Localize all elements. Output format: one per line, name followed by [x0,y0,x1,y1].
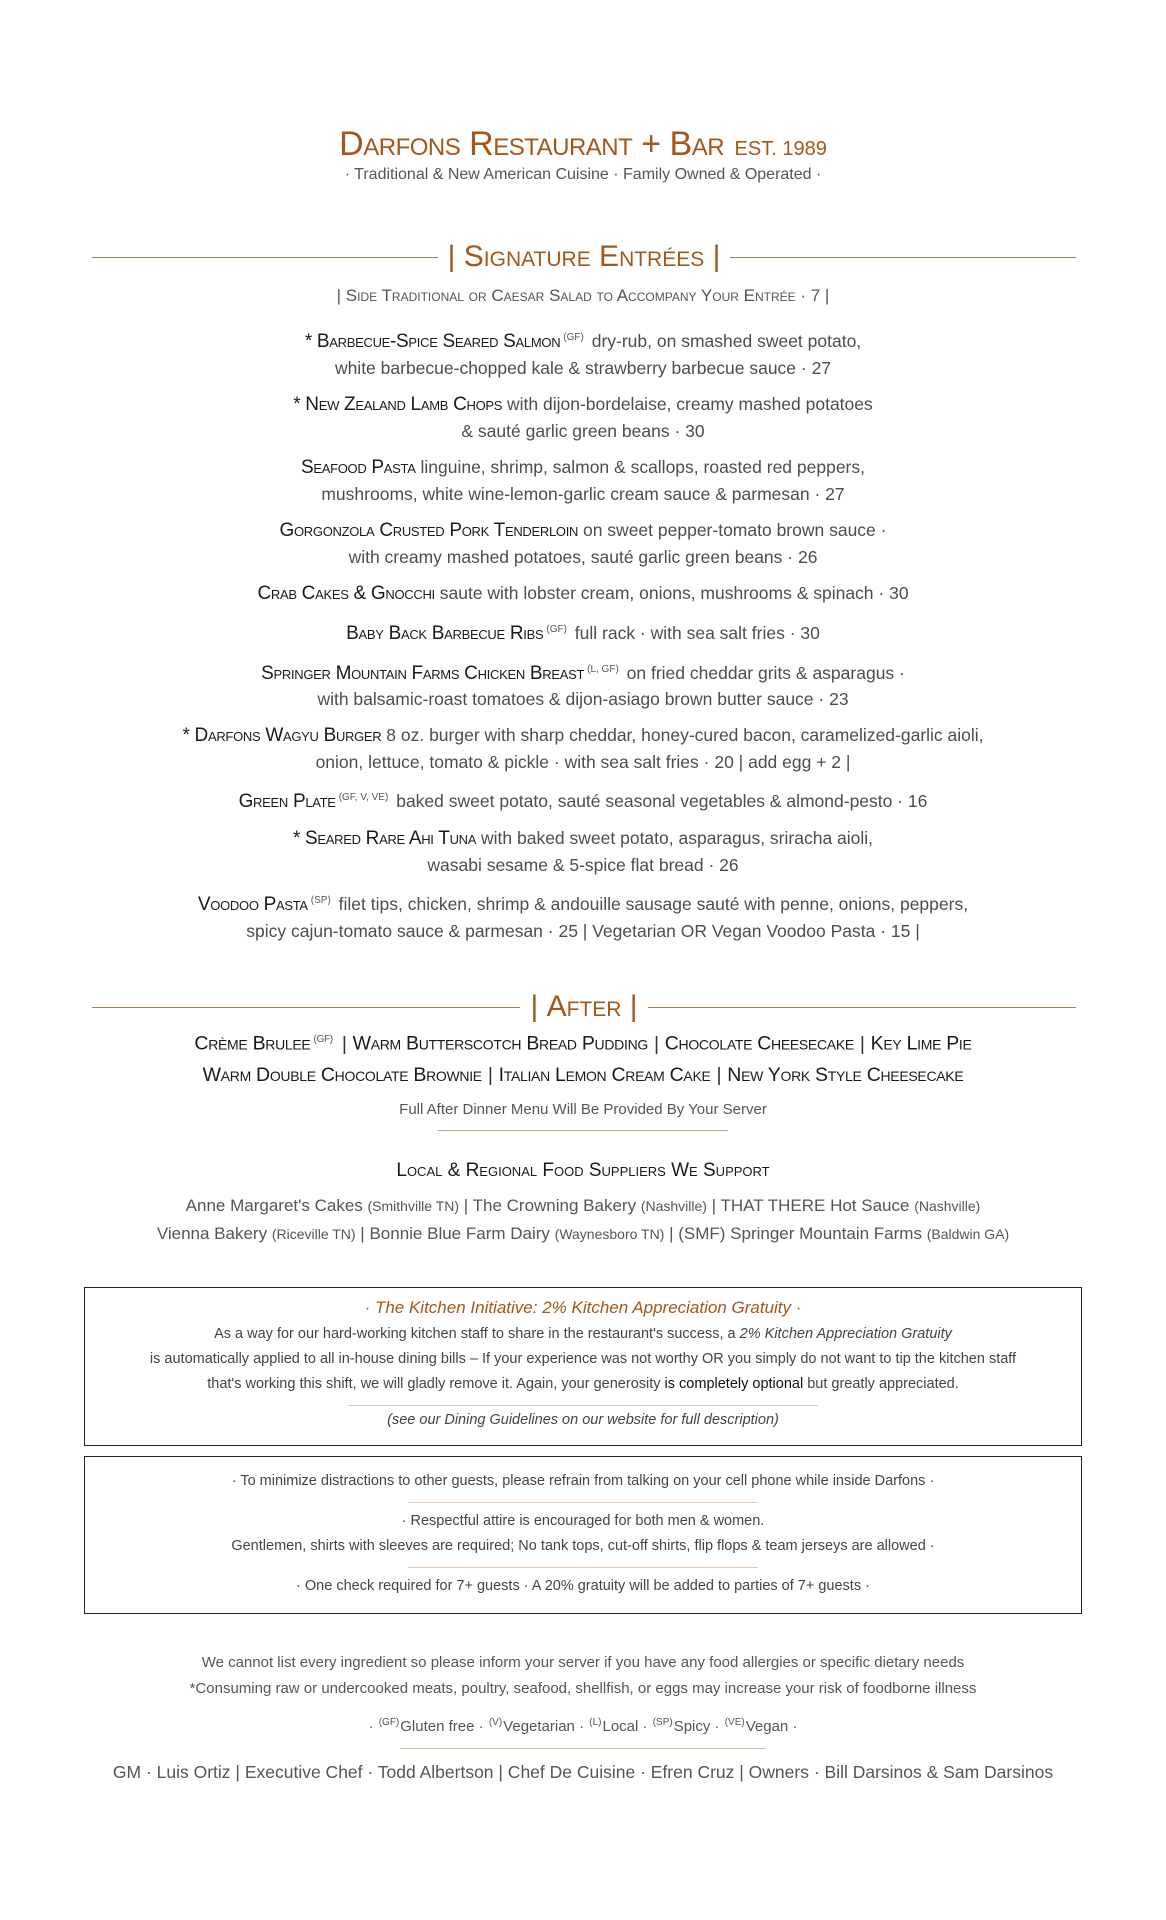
legend-tag: (GF) [378,1717,400,1728]
entree-name: Baby Back Barbecue Ribs [346,622,544,644]
entree-description-cont: mushrooms, white wine-lemon-garlic cream sauce & parmesan · 27 [321,483,845,504]
entree-name: * Seared Rare Ahi Tuna [292,828,477,850]
restaurant-header [0,125,1166,164]
after-title: After [546,990,622,1023]
supplier-name: Bonnie Blue Farm Dairy [369,1224,550,1243]
entree-item [0,825,1166,878]
separator: | [653,1032,659,1055]
entree-name: Springer Mountain Farms Chicken Breast [261,662,585,684]
entree-description: on sweet pepper-tomato brown sauce · [582,519,887,540]
entree-description-cont: wasabi sesame & 5-spice flat bread · 26 [427,855,739,876]
attire-policy-2: Gentlemen, shirts with sleeves are required; No tank tops, cut-off shirts, flip flops & team jerseys are allowed · [231,1538,935,1554]
tagline: · Traditional & New American Cuisine · Family Owned & Operated · [344,166,822,183]
attire-policy-1: · Respectful attire is encouraged for both men & women. [401,1513,765,1529]
dessert-name: Warm Double Chocolate Brownie [202,1063,482,1086]
supplier-location: (Riceville TN) [271,1226,356,1242]
signature-title: Signature Entrées [463,240,705,273]
check-policy: · One check required for 7+ guests · A 20% gratuity will be added to parties of 7+ guests · [296,1578,870,1594]
dietary-tag: (L, GF) [587,663,619,675]
entree-item [0,325,1166,381]
entree-description: saute with lobster cream, onions, mushrooms & spinach · 30 [439,582,909,603]
suppliers-list [0,1192,1166,1248]
legend-label: Gluten free [400,1718,475,1735]
supplier-location: (Nashville) [914,1198,981,1214]
entree-description-cont: with creamy mashed potatoes, sauté garlic green beans · 26 [348,546,818,567]
entree-description: with baked sweet potato, asparagus, sriracha aioli, [481,828,874,849]
entree-description: full rack · with sea salt fries · 30 [574,622,820,643]
divider [400,1748,766,1749]
entree-name: Voodoo Pasta [197,894,308,916]
dietary-tag: (GF, V, VE) [338,792,389,804]
entree-item [0,580,1166,607]
allergy-note: We cannot list every ingredient so please inform your server if you have any food allergies or specific dietary needs [201,1654,965,1671]
entree-name: Crab Cakes & Gnocchi [257,582,435,604]
legend-label: Local [602,1718,639,1735]
separator: | [716,1063,722,1086]
restaurant-name: Darfons Restaurant + Bar [339,125,725,163]
supplier-name: Vienna Bakery [156,1224,268,1243]
dietary-tag: (GF) [563,332,584,343]
dessert-name: Warm Butterscotch Bread Pudding [352,1032,648,1055]
entree-description: 8 oz. burger with sharp cheddar, honey-cured bacon, caramelized-garlic aioli, [386,725,984,746]
entree-item [0,617,1166,647]
entree-description-cont: with balsamic-roast tomatoes & dijon-asiago brown butter sauce · 23 [317,689,849,710]
dessert-row [0,1060,1166,1091]
kitchen-text-1em: 2% Kitchen Appreciation Gratuity [739,1326,952,1342]
supplier-location: (Nashville) [640,1198,707,1214]
legend-tag: (SP) [652,1717,673,1728]
supplier-name: The Crowning Bakery [472,1196,637,1215]
kitchen-text-3b: is completely optional [664,1376,804,1392]
divider [408,1502,758,1503]
kitchen-text-1a: As a way for our hard-working kitchen staff to share in the restaurant's success, a [214,1326,736,1342]
separator: | [341,1032,347,1055]
kitchen-initiative-title: · The Kitchen Initiative: 2% Kitchen Appreciation Gratuity · [364,1298,802,1317]
separator: | [487,1063,493,1086]
entree-description: filet tips, chicken, shrimp & andouille sausage sauté with penne, onions, peppers, [338,894,969,915]
kitchen-text-2: is automatically applied to all in-house dining bills – If your experience was not worthy OR you simply do not want to tip the kitchen staff [149,1351,1017,1367]
suppliers-line: Vienna Bakery (Riceville TN) | Bonnie Blue Farm Dairy (Waynesboro TN) | (SMF) Springer Mountain Farms (Baldwin GA) [156,1224,1010,1243]
kitchen-initiative-box [84,1287,1082,1446]
entree-item [0,657,1166,713]
separator: | [859,1032,865,1055]
entree-list [0,325,1166,954]
suppliers-line: Anne Margaret's Cakes (Smithville TN) | The Crowning Bakery (Nashville) | THAT THERE Hot Sauce (Nashville) [185,1196,981,1215]
established-year: EST. 1989 [734,138,827,160]
divider [92,257,438,258]
dietary-tag: (GF) [313,1034,333,1045]
after-section-header: | After | [92,990,1076,1024]
entree-name: * New Zealand Lamb Chops [293,393,503,415]
supplier-location: (Waynesboro TN) [554,1226,665,1242]
entree-name: Gorgonzola Crusted Pork Tenderloin [279,519,579,541]
entree-description-cont: onion, lettuce, tomato & pickle · with sea salt fries · 20 | add egg + 2 | [315,752,851,773]
entree-item [0,391,1166,444]
entree-item [0,722,1166,775]
divider [92,1007,520,1008]
dining-policies-box [84,1456,1082,1614]
supplier-location: (Baldwin GA) [926,1226,1010,1242]
entree-description: baked sweet potato, sauté seasonal vegetables & almond-pesto · 16 [396,791,928,812]
legend-label: Vegetarian [503,1718,575,1735]
divider [730,257,1076,258]
divider [408,1567,758,1568]
dessert-row [0,1024,1166,1060]
divider [438,1130,728,1131]
entree-name: * Barbecue-Spice Seared Salmon [304,330,561,352]
entree-description-cont: & sauté garlic green beans · 30 [461,420,705,441]
dietary-tag: (GF) [546,623,567,635]
after-dinner-note: Full After Dinner Menu Will Be Provided By Your Server [399,1100,767,1118]
dessert-name: Italian Lemon Cream Cake [498,1063,711,1086]
phone-policy: · To minimize distractions to other guests, please refrain from talking on your cell phone while inside Darfons · [231,1473,935,1489]
dessert-name: Crème Brulee [194,1032,311,1055]
entree-name: Green Plate [238,791,336,813]
entree-item [0,517,1166,570]
dessert-name: New York Style Cheesecake [727,1063,964,1086]
dessert-name: Key Lime Pie [870,1032,972,1055]
suppliers-title: Local & Regional Food Suppliers We Support [396,1160,770,1181]
kitchen-footnote: (see our Dining Guidelines on our website for full description) [387,1412,779,1428]
kitchen-initiative-text [85,1322,1081,1397]
legend-tag: (VE) [724,1717,745,1728]
legend-label: Vegan [745,1718,789,1735]
side-salad-note: | Side Traditional or Caesar Salad to Accompany Your Entrée · 7 | [336,286,830,305]
raw-warning: *Consuming raw or undercooked meats, poultry, seafood, shellfish, or eggs may increase your risk of foodborne illness [189,1680,977,1697]
entree-item [0,888,1166,944]
supplier-name: Anne Margaret's Cakes [185,1196,363,1215]
legend-tag: (L) [589,1717,602,1728]
entree-description: with dijon-bordelaise, creamy mashed potatoes [507,393,873,414]
entree-description: linguine, shrimp, salmon & scallops, roasted red peppers, [420,456,866,477]
dietary-legend: · $^{(GF)}$Gluten free · $^{(V)}$Vegetarian · $^{(L)}$Local · $^{(SP)}$Spicy · $^{(VE)}$Vegan · [368,1717,798,1735]
legend-tag: (V) [488,1717,503,1728]
dessert-name: Chocolate Cheesecake [664,1032,854,1055]
entree-name: Seafood Pasta [300,456,416,478]
kitchen-text-3a: that's working this shift, we will gladly remove it. Again, your generosity [207,1376,661,1392]
signature-section-header: | Signature Entrées | [92,240,1076,274]
entree-description: dry-rub, on smashed sweet potato, [591,330,862,351]
entree-item [0,785,1166,815]
entree-name: * Darfons Wagyu Burger [182,725,382,747]
dessert-list [0,1024,1166,1131]
entree-description-cont: spicy cajun-tomato sauce & parmesan · 25 | Vegetarian OR Vegan Voodoo Pasta · 15 | [246,921,920,942]
legend-label: Spicy [673,1718,711,1735]
dietary-tag: (SP) [310,895,331,907]
entree-item [0,454,1166,507]
supplier-location: (Smithville TN) [367,1198,460,1214]
divider [648,1007,1076,1008]
entree-description: on fried cheddar grits & asparagus · [626,662,905,683]
kitchen-text-3c: but greatly appreciated. [807,1376,959,1392]
divider [348,1405,818,1406]
supplier-name: (SMF) Springer Mountain Farms [678,1224,922,1243]
staff-credits: GM · Luis Ortiz | Executive Chef · Todd Albertson | Chef De Cuisine · Efren Cruz | Owners · Bill Darsinos & Sam Darsinos [112,1762,1054,1782]
entree-description-cont: white barbecue-chopped kale & strawberry barbecue sauce · 27 [334,357,832,378]
supplier-name: THAT THERE Hot Sauce [720,1196,910,1215]
allergy-notes [0,1650,1166,1702]
